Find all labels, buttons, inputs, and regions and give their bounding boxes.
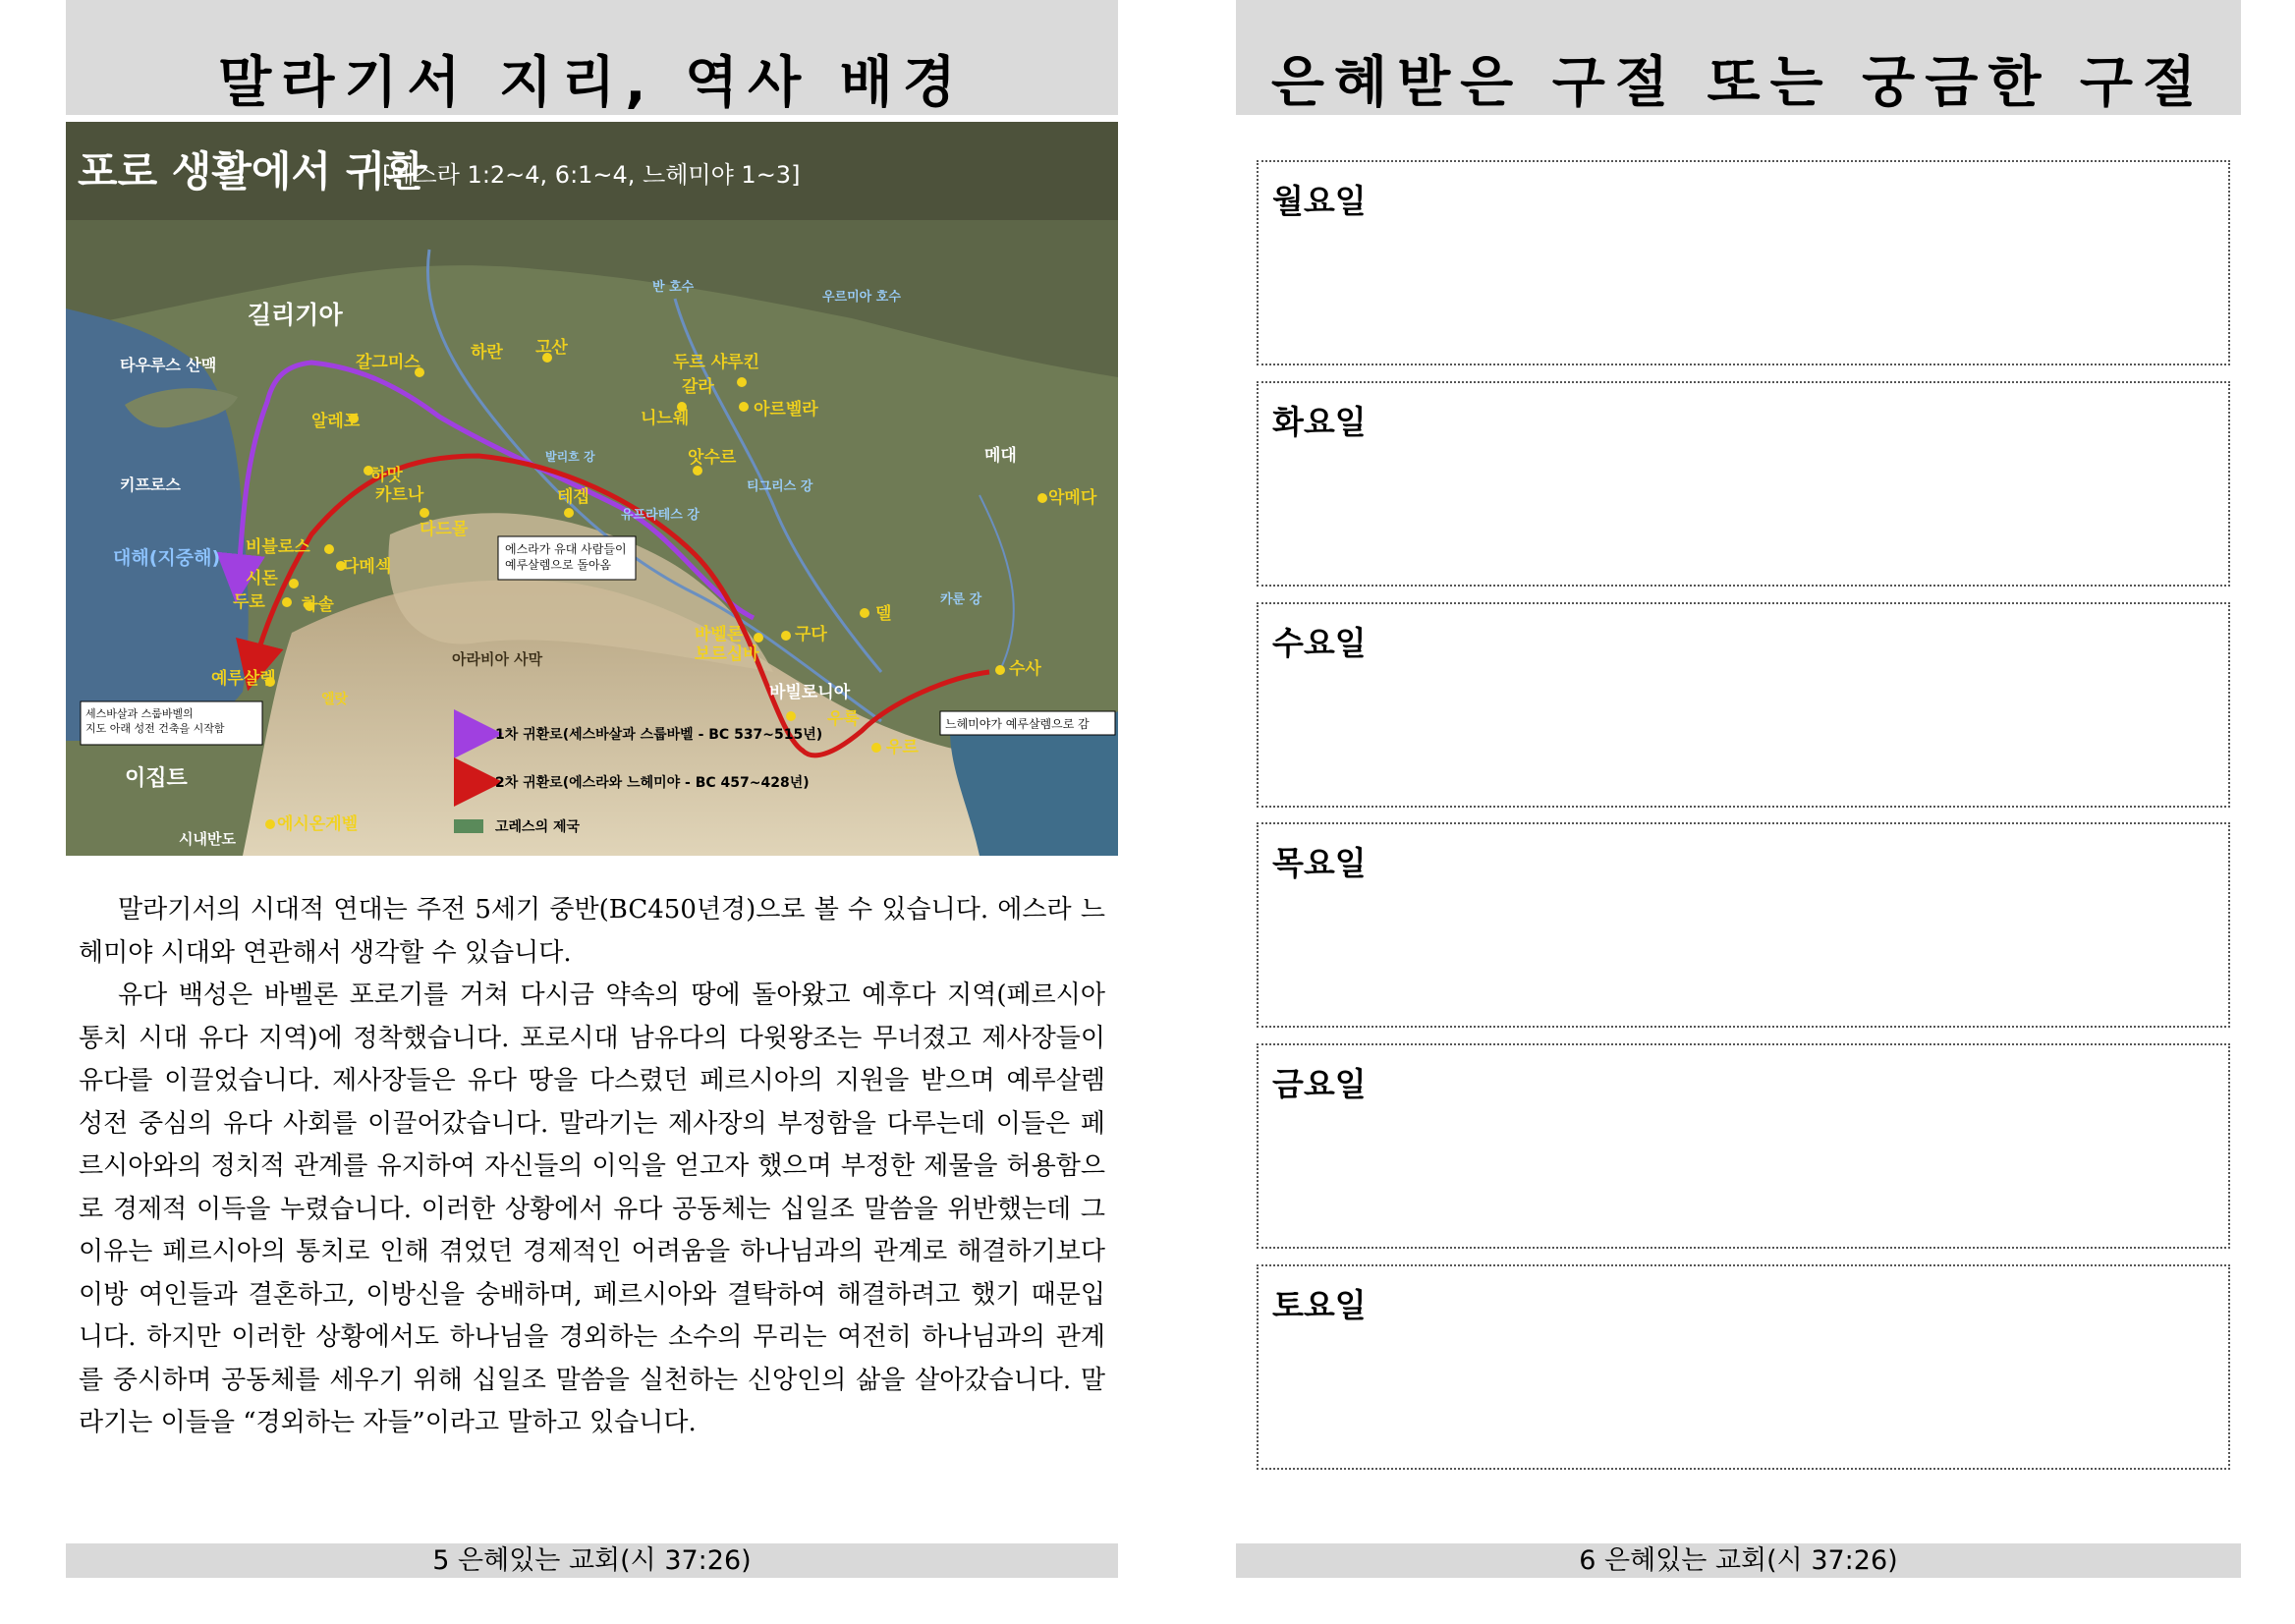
label-tadmor: 다드몰 xyxy=(420,520,469,539)
paragraph-1: 말라기서의 시대적 연대는 주전 5세기 중반(BC450년경)으로 볼 수 있습니다. 에스라 느헤미야 시대와 연관해서 생각할 수 있습니다. xyxy=(79,895,1105,968)
label-borsippa: 보르십바 xyxy=(695,644,759,664)
label-hamath: 하맛 xyxy=(370,466,403,485)
callout-nehemiah: 느헤미야가 예루살렘으로 감 xyxy=(945,717,1090,731)
label-susa: 수사 xyxy=(1009,659,1041,679)
label-hazor: 하솔 xyxy=(302,595,334,615)
dot-ur xyxy=(871,743,881,753)
label-cilicia: 길리기아 xyxy=(248,301,343,329)
legend-second: 2차 귀환로(에스라와 느헤미야 - BC 457~428년) xyxy=(495,775,810,791)
dot-terqa xyxy=(564,508,574,518)
dot-sidon xyxy=(289,579,299,588)
legend-first: 1차 귀환로(세스바살과 스룹바벨 - BC 537~515년) xyxy=(495,727,823,743)
label-arbela: 아르벨라 xyxy=(754,400,818,420)
label-uruk: 우룩 xyxy=(827,709,860,729)
dot-babylon xyxy=(754,633,763,643)
label-balikh: 발리흐 강 xyxy=(545,450,595,464)
dot-arbela xyxy=(739,402,749,412)
day-box-tuesday[interactable] xyxy=(1257,381,2230,587)
label-sea: 대해(지중해) xyxy=(113,547,221,569)
day-label: 수요일 xyxy=(1272,624,1367,662)
label-qatna: 카트나 xyxy=(375,485,424,505)
label-carchemish: 갈그미스 xyxy=(356,353,420,372)
left-page-title: 말라기서 지리, 역사 배경 xyxy=(66,0,1118,115)
label-ecbatana: 악메다 xyxy=(1048,488,1097,508)
label-media: 메대 xyxy=(984,446,1017,466)
map-title-refs: [에스라 1:2~4, 6:1~4, 느헤미야 1~3] xyxy=(382,161,801,189)
day-label: 월요일 xyxy=(1272,182,1367,220)
label-lake-urmia: 우르미아 호수 xyxy=(822,290,901,305)
callout-zerubbabel: 세스바살과 스룹바벨의 지도 아래 성전 건축을 시작함 xyxy=(85,707,225,735)
label-dur-sharrukin: 두르 샤루킨 xyxy=(673,353,760,372)
right-page-footer: 6 은혜있는 교회(시 37:26) xyxy=(1236,1543,2241,1578)
legend-empire: 고레스의 제국 xyxy=(495,819,581,835)
day-box-thursday[interactable] xyxy=(1257,822,2230,1028)
label-ezion-geber: 에시온게벨 xyxy=(277,814,359,834)
label-byblos: 비블로스 xyxy=(246,537,310,557)
label-aleppo: 알레포 xyxy=(311,412,361,431)
label-tyre: 두로 xyxy=(233,592,265,612)
day-label: 토요일 xyxy=(1272,1286,1367,1324)
label-der: 델 xyxy=(875,604,892,624)
label-elath: 엘랏 xyxy=(321,692,349,707)
label-sinai: 시내반도 xyxy=(179,830,236,848)
return-from-exile-map xyxy=(66,122,1118,856)
label-babylonia: 바빌로니아 xyxy=(769,683,851,702)
day-box-friday[interactable] xyxy=(1257,1043,2230,1249)
label-damascus: 다메섹 xyxy=(343,557,392,577)
label-arabian-desert: 아라비아 사막 xyxy=(452,650,543,668)
label-sidon: 시돈 xyxy=(246,569,278,588)
label-tigris: 티그리스 강 xyxy=(747,479,813,494)
dot-ecbatana xyxy=(1037,493,1047,503)
label-egypt: 이집트 xyxy=(125,766,188,791)
label-babylon: 바벨론 xyxy=(695,625,744,644)
dot-kutha xyxy=(781,631,791,641)
dot-susa xyxy=(995,665,1005,675)
dot-uruk xyxy=(786,711,796,721)
label-calah: 갈라 xyxy=(682,377,714,397)
day-label: 금요일 xyxy=(1272,1065,1367,1103)
dot-byblos xyxy=(324,544,334,554)
dot-calah xyxy=(737,377,747,387)
map-title: 포로 생활에서 귀환 xyxy=(78,147,425,196)
dot-tadmor xyxy=(420,508,429,518)
label-haran: 하란 xyxy=(471,343,503,363)
label-cyprus: 키프로스 xyxy=(120,476,181,494)
left-page-footer: 5 은혜있는 교회(시 37:26) xyxy=(66,1543,1118,1578)
dot-ezion-geber xyxy=(265,819,275,829)
dot-tyre xyxy=(282,597,292,607)
label-ashur: 앗수르 xyxy=(688,448,737,468)
right-page-title: 은혜받은 구절 또는 궁금한 구절 xyxy=(1236,0,2241,115)
day-box-saturday[interactable] xyxy=(1257,1264,2230,1470)
day-label: 화요일 xyxy=(1272,403,1367,441)
label-gozan: 고산 xyxy=(535,338,568,358)
label-nineveh: 니느웨 xyxy=(641,409,690,428)
label-taurus: 타우루스 산맥 xyxy=(120,356,217,374)
label-karun: 카룬 강 xyxy=(940,592,982,607)
label-euphrates: 유프라테스 강 xyxy=(621,508,700,523)
paragraph-2: 유다 백성은 바벨론 포로기를 거쳐 다시금 약속의 땅에 돌아왔고 예후다 지역(페르시아 통치 시대 유다 지역)에 정착했습니다. 포로시대 남유다의 다윗왕조는 무너졌고 제사장들이 유다를 이끌었습니다. 제사장들은 유다 땅을 다스렸던 페르시아의 지원을 받으며 예루살렘 성전 중심의 유다 사회를 이끌어갔습니다. 말라기는 제사장의 부정함을 다루는데 이들은 페르시아와의 정치적 관계를 유지하여 자신들의 이익을 얻고자 했으며 부정한 제물을 허용함으로 경제적 이득을 누렸습니다. 이러한 상황에서 유다 공동체는 십일조 말씀을 위반했는데 그 이유는 페르시아의 통치로 인해 겪었던 경제적인 어려움을 하나님과의 관계로 해결하기보다 이방 여인들과 결혼하고, 이방신을 숭배하며, 페르시아와 결탁하여 해결하려고 했기 때문입니다. 하지만 이러한 상황에서도 하나님을 경외하는 소수의 무리는 여전히 하나님과의 관계를 중시하며 공동체를 세우기 위해 십일조 말씀을 실천하는 신앙인의 삶을 살아갔습니다. 말라기는 이들을 “경외하는 자들”이라고 말하고 있습니다. xyxy=(79,980,1105,1437)
day-box-monday[interactable] xyxy=(1257,160,2230,365)
body-text xyxy=(79,889,1105,1445)
label-terqa: 테겝 xyxy=(557,487,589,507)
label-kutha: 구다 xyxy=(795,625,827,644)
label-lake-van: 반 호수 xyxy=(652,280,695,295)
label-jerusalem: 예루살렘 xyxy=(211,669,276,689)
legend-empire-swatch xyxy=(454,819,483,833)
day-label: 목요일 xyxy=(1272,844,1367,882)
callout-ezra: 에스라가 유대 사람들이 예루살렘으로 돌아옴 xyxy=(505,542,627,573)
label-ur: 우르 xyxy=(886,738,919,757)
day-box-wednesday[interactable] xyxy=(1257,602,2230,808)
dot-der xyxy=(860,608,869,618)
